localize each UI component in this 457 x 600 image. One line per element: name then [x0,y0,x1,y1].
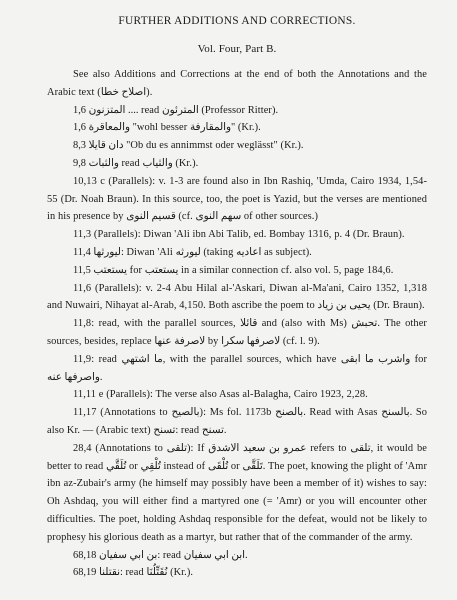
paragraph: 1,6 المتزنون .... read المترئون (Professor Ritter). [73,104,279,116]
paragraph: 68,18 بن ابي سفيان: read ابن ابي سفيان. [73,549,248,561]
paragraph: 11,5 يستعتب for يستعتب in a similar connection cf. also vol. 5, page 184,6. [73,264,394,276]
paragraph: 10,13 c (Parallels): v. 1-3 are found also in Ibn Rashiq, 'Umda, Cairo 1934, 1,54-55 (Dr. Noah Braun). In this source, too, the poet is Yazid, but the verses are mentioned in his presence by قسيم النوى (cf. سهم النوى of other sources.) [47,175,427,223]
paragraph: 9,8 والثبات read والثياب (Kr.). [73,157,199,169]
paragraph: 11,9: read ما اشتهي, with the parallel sources, which have واشرب ما ابقى for واصرفها عنه. [47,353,428,383]
paragraph: 11,17 (Annotations to بالصيح): Ms fol. 1173b بالصنح. Read with Asas بالسنح. So also Kr. — (Arabic text) تسنح: read تسنح. [47,407,428,436]
paragraph: 11,4 ليورثها: Diwan 'Ali ليورثه (taking اعاديه as subject). [73,246,312,258]
page-title: FURTHER ADDITIONS AND CORRECTIONS. [118,15,356,27]
paragraph: 11,3 (Parallels): Diwan 'Ali ibn Abi Talib, ed. Bombay 1316, p. 4 (Dr. Braun). [73,229,405,241]
paragraph: See also Additions and Corrections at the end of both the Annotations and the Arabic text (اصلاح خطا). [47,69,427,98]
paragraph: 11,8: read, with the parallel sources, قائلا and (also with Ms) تحبش. The other sources, besides, replace لاصرفة عنها by لاصرفها سكرا (cf. l. 9). [47,318,427,347]
page-subtitle: Vol. Four, Part B. [197,43,277,55]
paragraph: 1,6 والمعاقرة "wohl besser والمقارفة" (Kr.). [73,122,261,134]
paragraph: 68,19 نقتلنا: read نُقَتِّلُنَا (Kr.). [73,567,193,579]
paragraph: 11,6 (Parallels): v. 2-4 Abu Hilal al-'Askari, Diwan al-Ma'ani, Cairo 1352, 1,318 and Nuwairi, Nihayat al-Arab, 4,150. Both ascribe the poem to يحيى بن زياد (Dr. Braun). [47,282,427,312]
paragraph: 11,11 e (Parallels): The verse also Asas al-Balagha, Cairo 1923, 2,28. [73,389,368,401]
paragraph: 8,3 دان قايلا "Ob du es annimmst oder weglässt" (Kr.). [73,140,304,152]
paragraph: 28,4 (Annotations to تلقى): If عمرو بن سعيد الاشدق refers to تلقى, it would be better to read تُلَقَّي or تُلْقِي instead of تُلْقَى or تَلَقَّى. The poet, knowing the plight of 'Amr ibn az-Zubair's army (he himself may possibly have been a member of it) wishes to say: Oh Ashdaq, you will either find a martyred one (= 'Amr) or you will encounter other difficulties. The poet, holding Ashdaq responsible for the defeat, would not be likely to prophesy his glorious death as a martyr, but rather that of the commander of the army. [47,442,427,543]
